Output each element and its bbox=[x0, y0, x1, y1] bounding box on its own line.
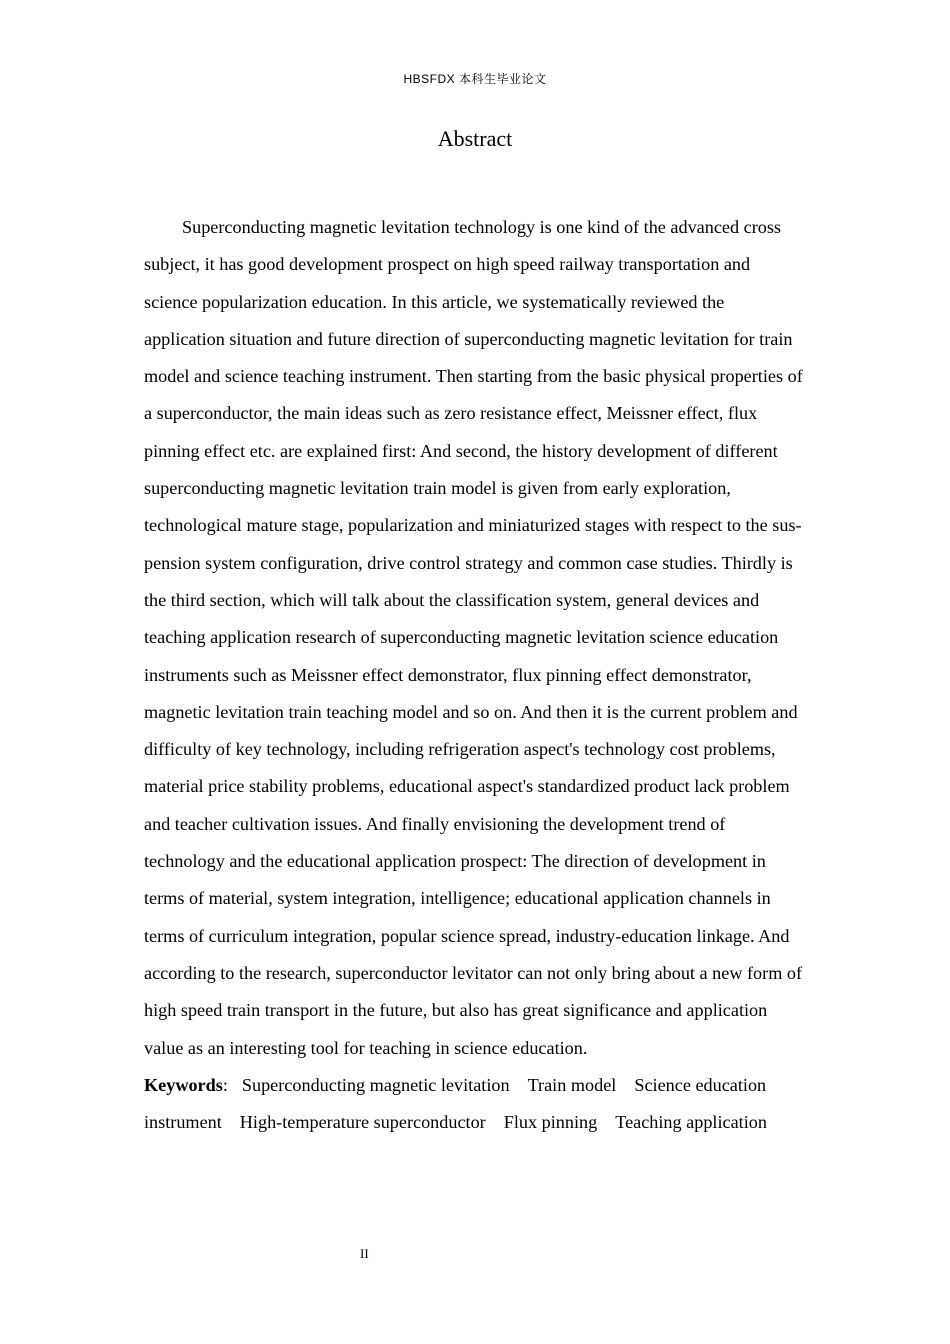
keyword-item: Train model bbox=[527, 1074, 617, 1095]
keyword-item: Teaching application bbox=[615, 1111, 767, 1132]
keyword-item: High-temperature superconductor bbox=[239, 1111, 486, 1132]
keywords-label: Keywords bbox=[144, 1074, 223, 1095]
keyword-item: Flux pinning bbox=[503, 1111, 598, 1132]
keyword-item: Superconducting magnetic levitation bbox=[241, 1074, 510, 1095]
abstract-section bbox=[144, 209, 808, 1141]
keywords-line bbox=[144, 1067, 808, 1141]
keyword-item: Science education instrument bbox=[144, 1074, 767, 1132]
abstract-paragraph: Superconducting magnetic levitation technology is one kind of the advanced cross subject, it has good development prospect on high speed railway transportation and science popularization education. In this article, we systematically reviewed the application situation and future direction of superconducting magnetic levitation for train model and science teaching instrument. Then starting from the basic physical properties of a superconductor, the main ideas such as zero resistance effect, Meissner effect, flux pinning effect etc. are explained first: And second, the history development of different superconducting magnetic levitation train model is given from early exploration, technological mature stage, popularization and miniaturized stages with respect to the sus-pension system configuration, drive control strategy and common case studies. Thirdly is the third section, which will talk about the classification system, general devices and teaching application research of superconducting magnetic levitation science education instruments such as Meissner effect demonstrator, flux pinning effect demonstrator, magnetic levitation train teaching model and so on. And then it is the current problem and difficulty of key technology, including refrigeration aspect's technology cost problems, material price stability problems, educational aspect's standardized product lack problem and teacher cultivation issues. And finally envisioning the development trend of technology and the educational application prospect: The direction of development in terms of material, system integration, intelligence; educational application channels in terms of curriculum integration, popular science spread, industry-education linkage. And according to the research, superconductor levitator can not only bring about a new form of high speed train transport in the future, but also has great significance and application value as an interesting tool for teaching in science education. bbox=[144, 217, 803, 1058]
running-header: HBSFDX 本科生毕业论文 bbox=[403, 72, 547, 86]
keywords-separator: : bbox=[222, 1074, 228, 1095]
page-number: II bbox=[360, 1246, 369, 1261]
page-title: Abstract bbox=[437, 126, 513, 151]
